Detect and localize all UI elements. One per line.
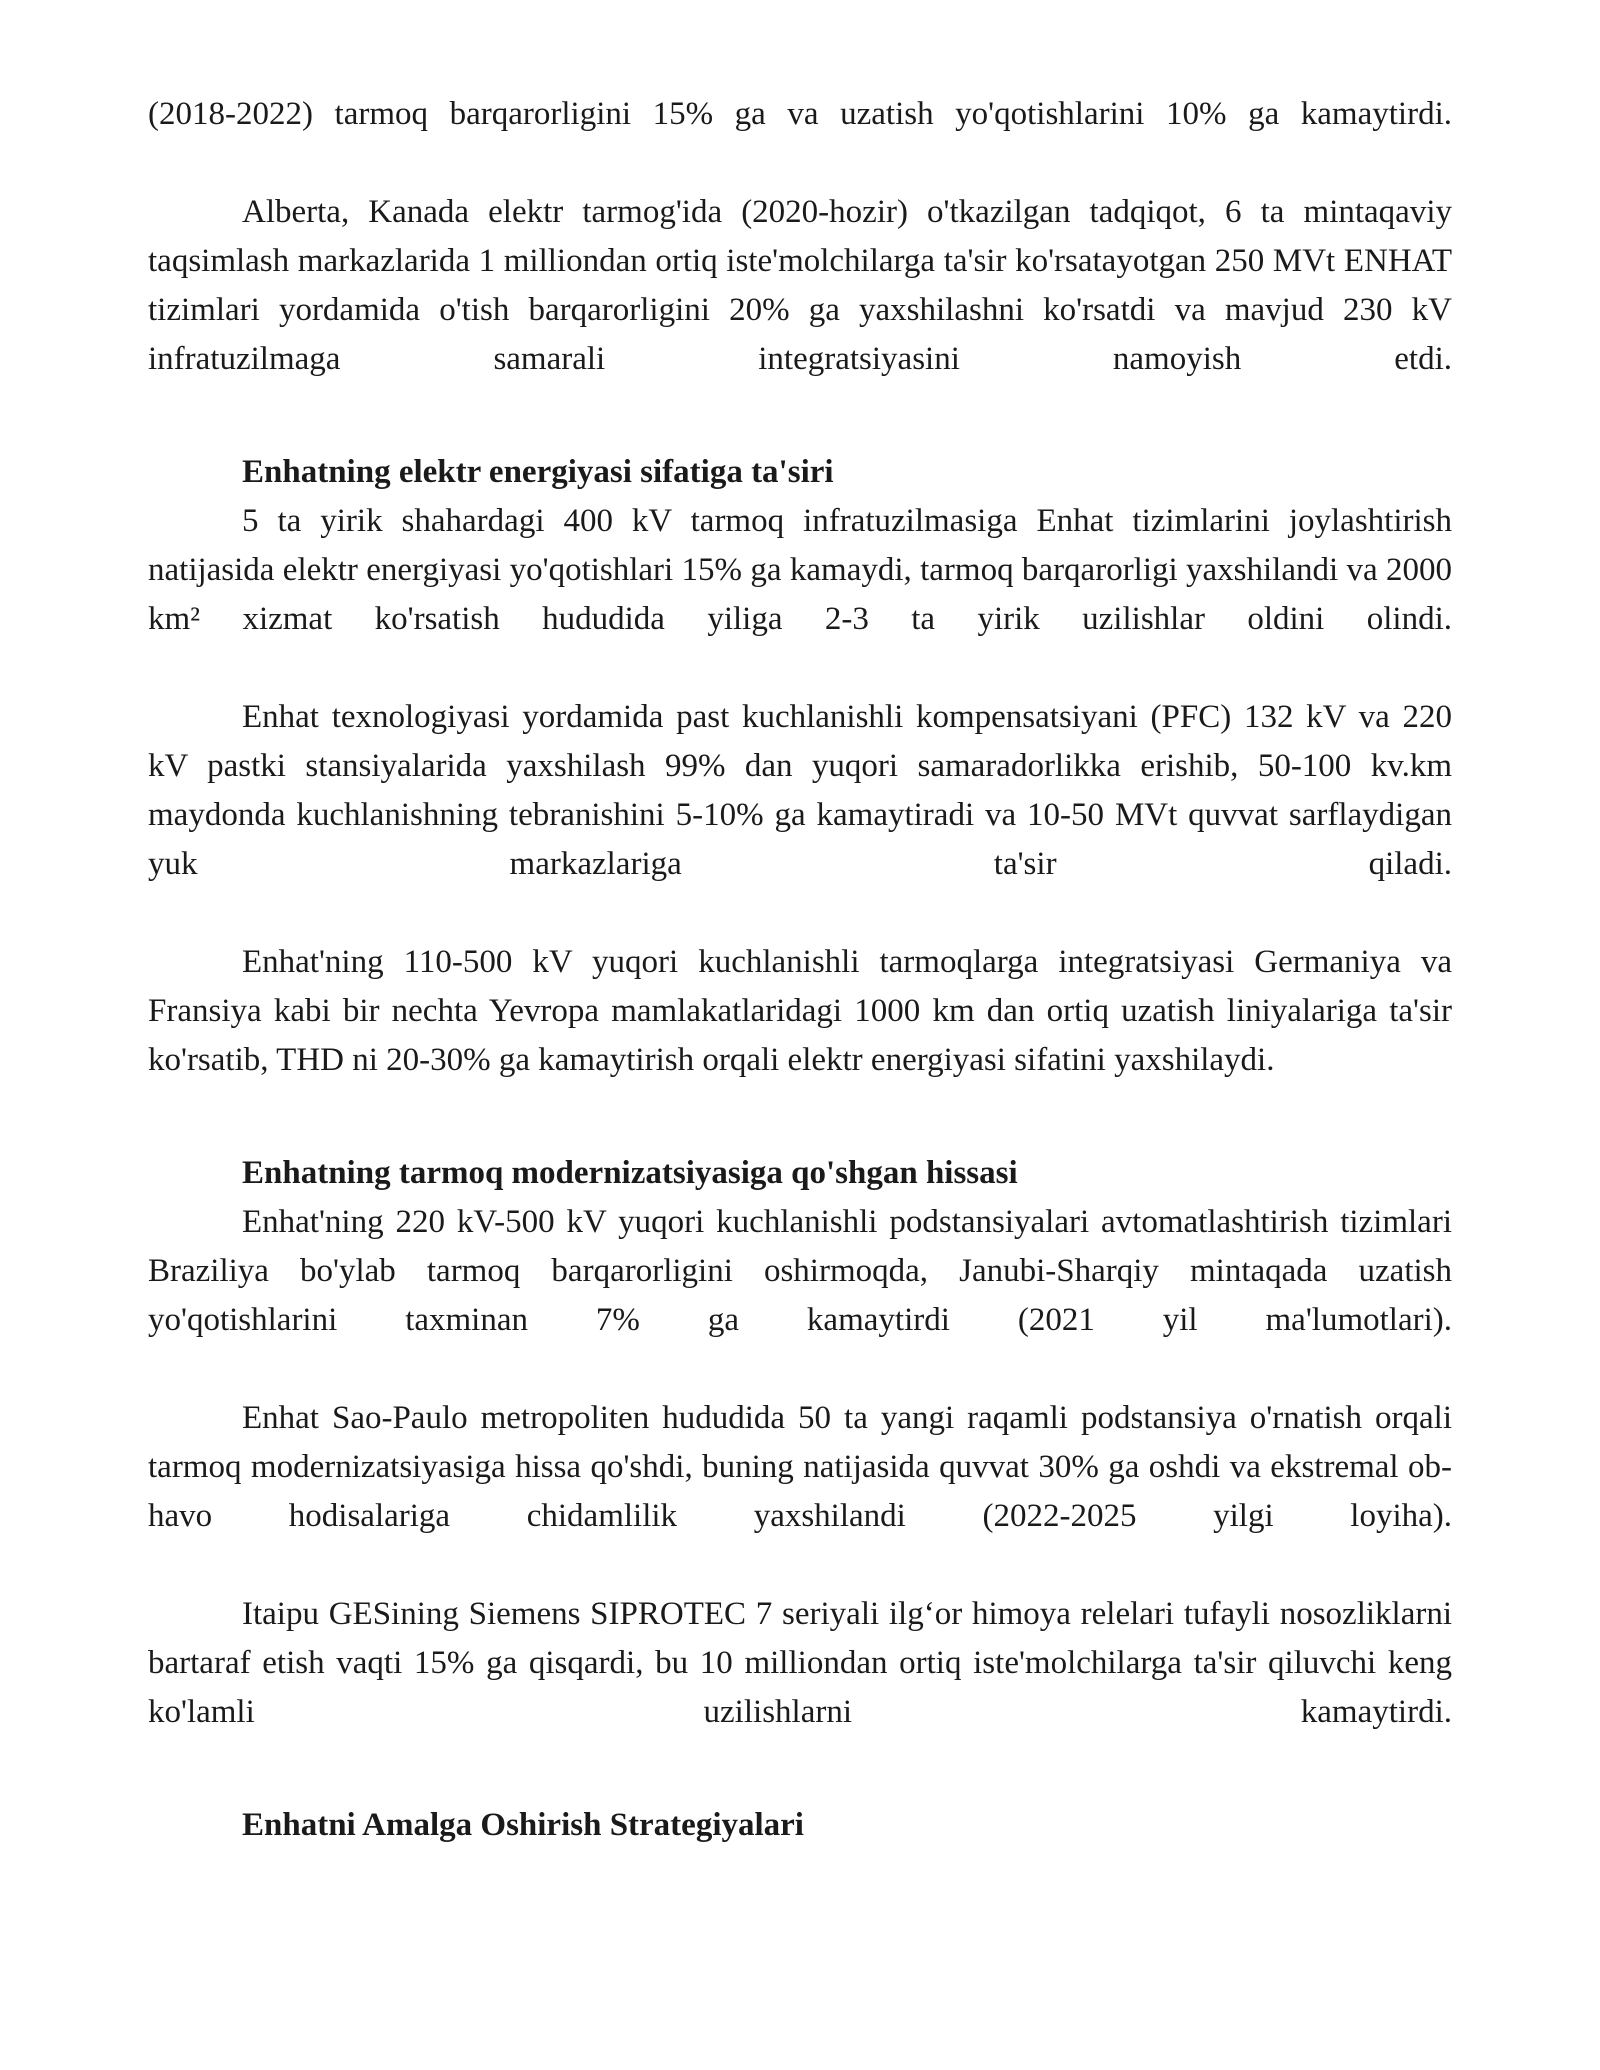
paragraph-pfc-compensation: Enhat texnologiyasi yordamida past kuchlanishli kompensatsiyani (PFC) 132 kV va 220 kV pastki stansiyalarida yaxshilash 99% dan yuqori samaradorlikka erishib, 50-100 kv.km maydonda kuchlanishning tebranishini 5-10% ga kamaytiradi va 10-50 MVt quvvat sarflaydigan yuk markazlariga ta'sir qiladi.	[148, 699, 1452, 882]
paragraph-itaipu-protection: Itaipu GESining Siemens SIPROTEC 7 seriyali ilg‘or himoya relelari tufayli nosozliklarni bartaraf etish vaqti 15% ga qisqardi, bu 10 milliondan ortiq iste'molchilarga ta'sir qiluvchi keng ko'lamli uzilishlarni kamaytirdi.	[148, 1596, 1452, 1730]
section-heading-implementation: Enhatni Amalga Oshirish Strategiyalari	[242, 1807, 804, 1843]
paragraph-sao-paulo: Enhat Sao-Paulo metropoliten hududida 50 ta yangi raqamli podstansiya o'rnatish orqali tarmoq modernizatsiyasiga hissa qo'shdi, buning natijasida quvvat 30% ga oshdi va ekstremal ob-havo hodisalariga chidamlilik yaxshilandi (2022-2025 yilgi loyiha).	[148, 1400, 1452, 1534]
paragraph-europe-integration: Enhat'ning 110-500 kV yuqori kuchlanishli tarmoqlarga integratsiyasi Germaniya va Fransiya kabi bir nechta Yevropa mamlakatlaridagi 1000 km dan ortiq uzatish liniyalariga ta'sir ko'rsatib, THD ni 20-30% ga kamaytirish orqali elektr energiyasi sifatini yaxshilaydi.	[148, 944, 1452, 1078]
paragraph-brazil-substations: Enhat'ning 220 kV-500 kV yuqori kuchlanishli podstansiyalari avtomatlashtirish tizimlari Braziliya bo'ylab tarmoq barqarorligini oshirmoqda, Janubi-Sharqiy mintaqada uzatish yo'qotishlarini taxminan 7% ga kamaytirdi (2021 yil ma'lumotlari).	[148, 1204, 1452, 1338]
section-heading-power-quality: Enhatning elektr energiyasi sifatiga ta'siri	[242, 454, 834, 490]
section-heading-grid-modernization: Enhatning tarmoq modernizatsiyasiga qo'shgan hissasi	[242, 1155, 1018, 1191]
paragraph-continuation: (2018-2022) tarmoq barqarorligini 15% ga va uzatish yo'qotishlarini 10% ga kamaytirdi.	[148, 96, 1452, 132]
document-page	[148, 90, 1452, 1850]
paragraph-alberta-study: Alberta, Kanada elektr tarmog'ida (2020-hozir) o'tkazilgan tadqiqot, 6 ta mintaqaviy taqsimlash markazlarida 1 milliondan ortiq iste'molchilarga ta'sir ko'rsatayotgan 250 MVt ENHAT tizimlari yordamida o'tish barqarorligini 20% ga yaxshilashni ko'rsatdi va mavjud 230 kV infratuzilmaga samarali integratsiyasini namoyish etdi.	[148, 194, 1452, 377]
paragraph-400kv-deployment: 5 ta yirik shahardagi 400 kV tarmoq infratuzilmasiga Enhat tizimlarini joylashtirish natijasida elektr energiyasi yo'qotishlari 15% ga kamaydi, tarmoq barqarorligi yaxshilandi va 2000 km² xizmat ko'rsatish hududida yiliga 2-3 ta yirik uzilishlar oldini olindi.	[148, 503, 1452, 637]
